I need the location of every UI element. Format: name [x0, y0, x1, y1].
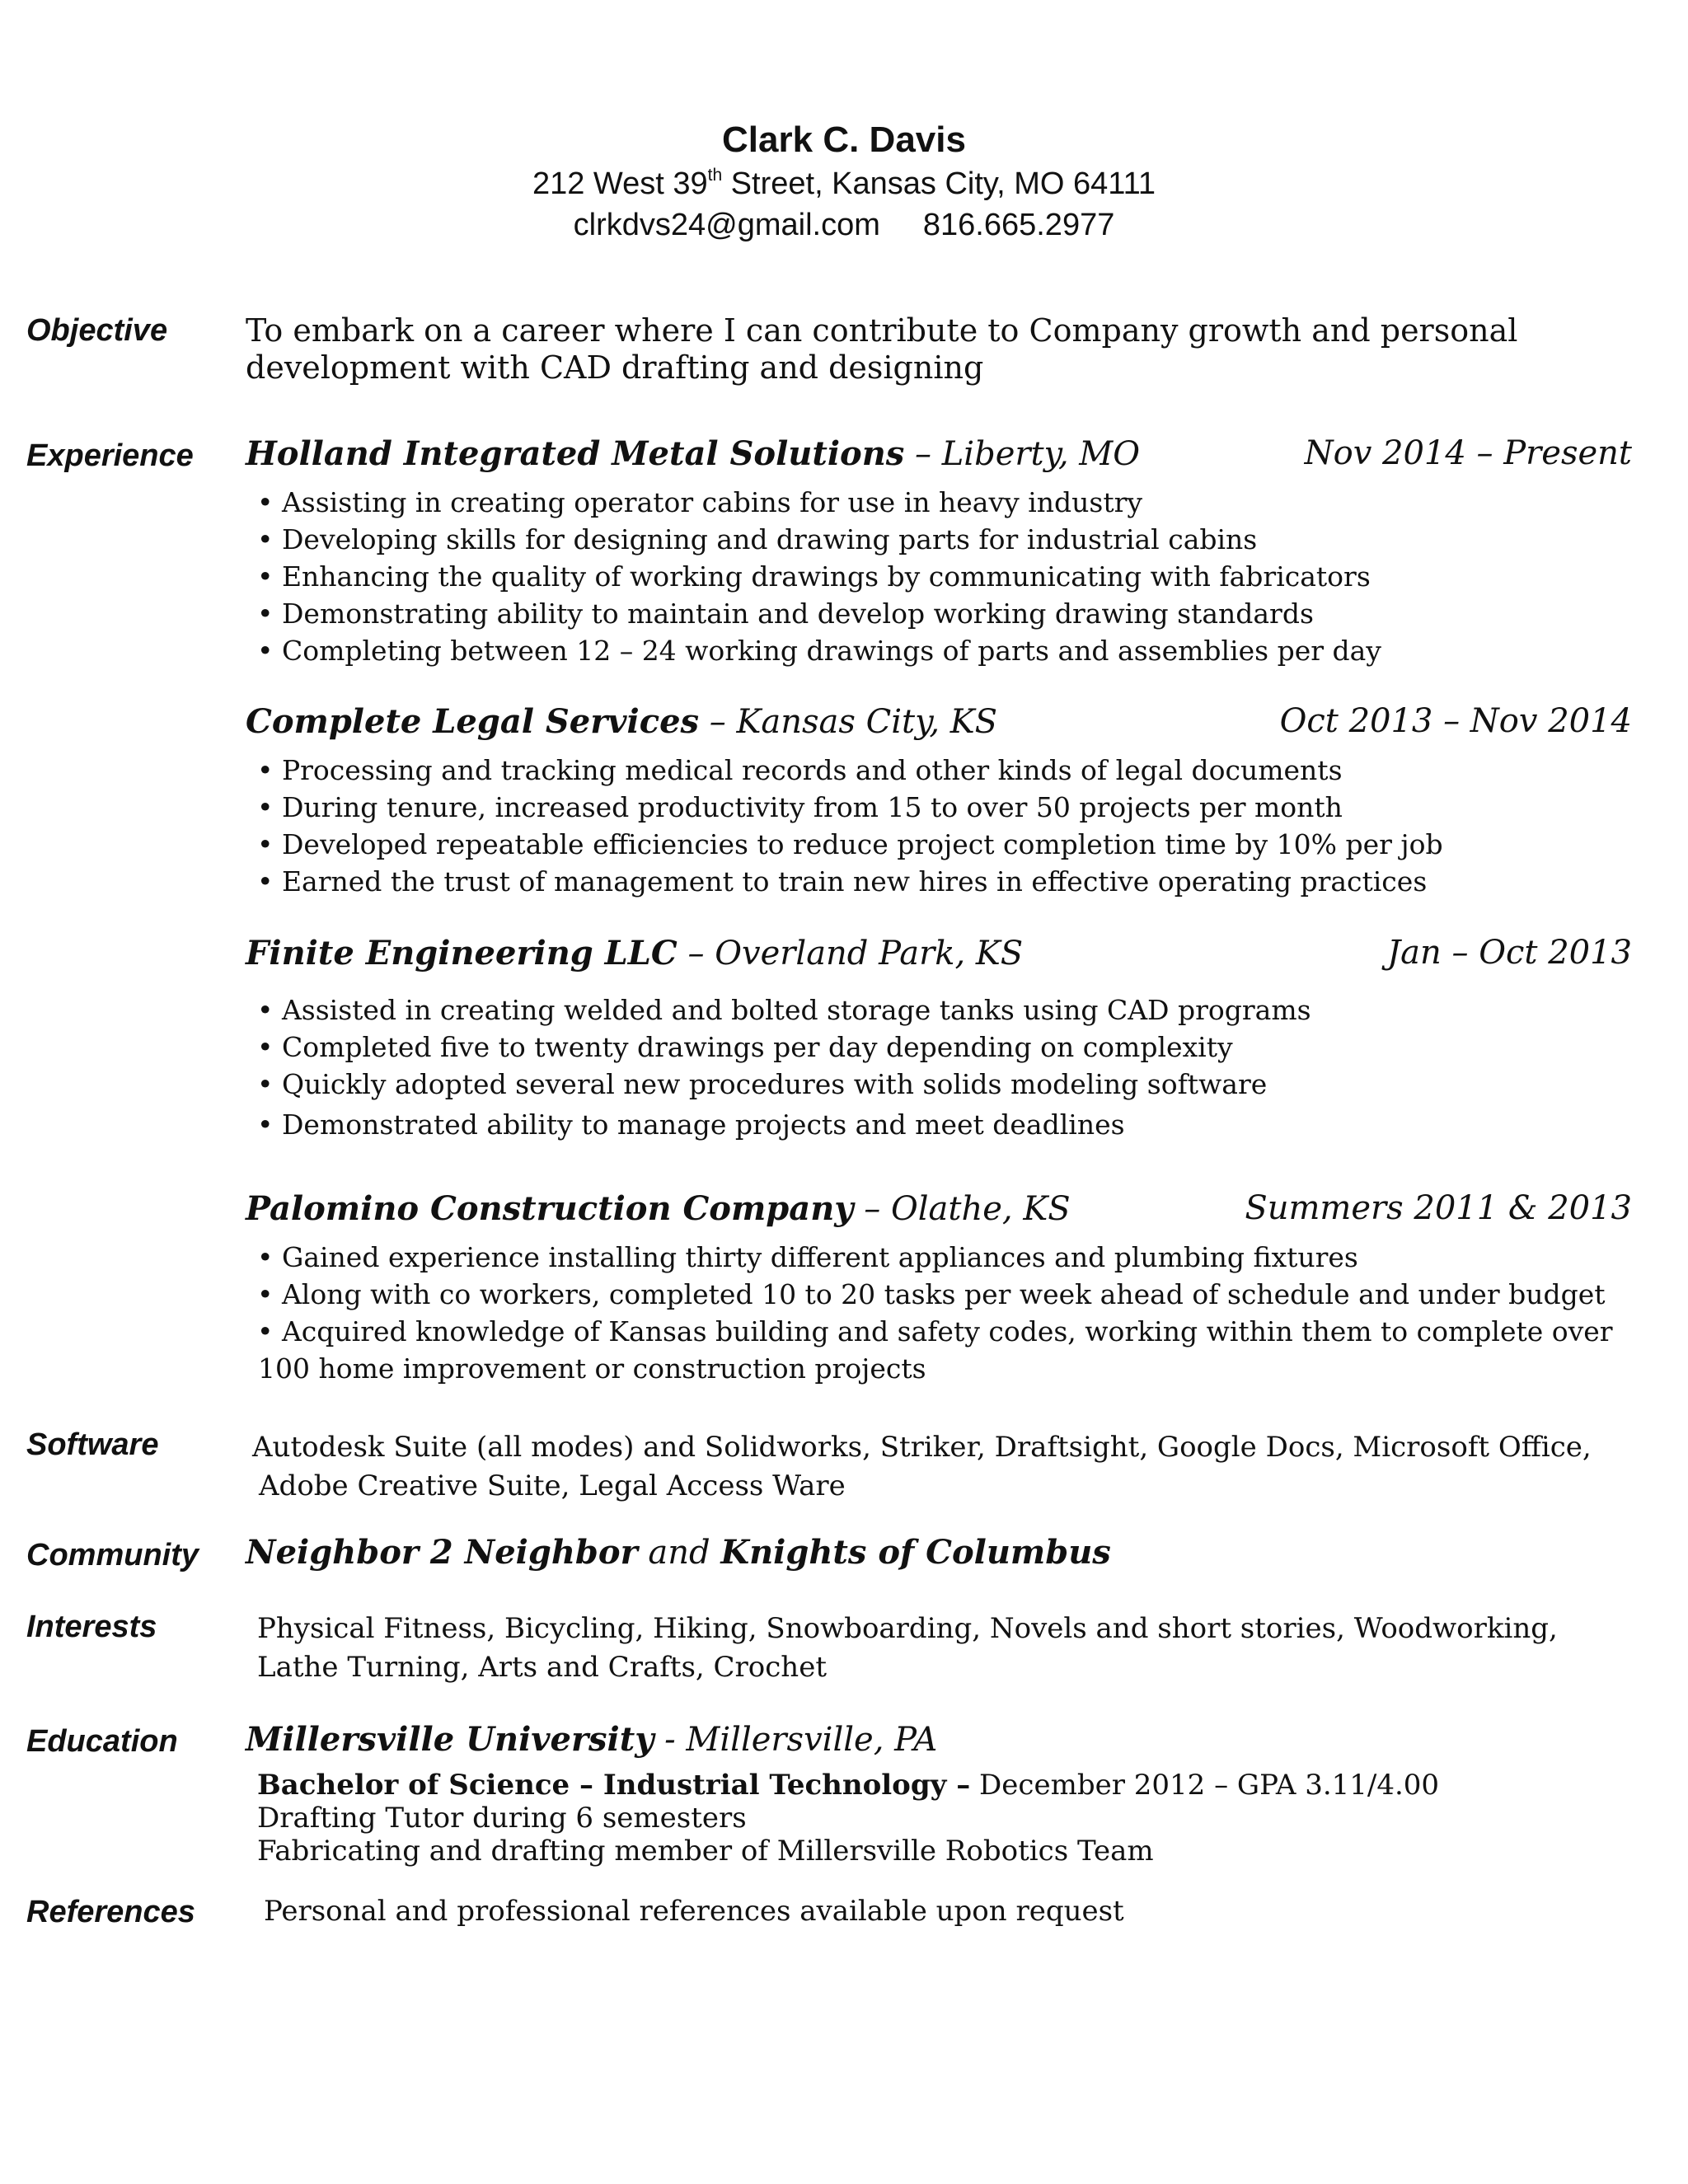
education-degree-line — [257, 1769, 1439, 1802]
experience-label: Experience — [26, 438, 194, 473]
job-bullet: • Earned the trust of management to train new hires in effective operating practices — [257, 865, 1428, 898]
job-company: Finite Engineering LLC — [246, 934, 678, 972]
education-heading — [246, 1720, 1632, 1760]
education-location: - Millersville, PA — [654, 1721, 938, 1759]
job-dates: Summers 2011 & 2013 — [1245, 1189, 1632, 1227]
job-bullet: • Assisted in creating welded and bolted storage tanks using CAD programs — [257, 994, 1311, 1026]
job-bullet: • Demonstrating ability to maintain and develop working drawing standards — [257, 598, 1314, 630]
job-heading — [246, 1189, 1632, 1229]
interests-line-1: Physical Fitness, Bicycling, Hiking, Snowboarding, Novels and short stories, Woodworking, — [257, 1612, 1558, 1645]
interests-label: Interests — [26, 1610, 157, 1644]
job-dates: Nov 2014 – Present — [1304, 434, 1632, 472]
interests-text — [257, 1610, 1558, 1687]
software-label: Software — [26, 1427, 159, 1462]
email-address[interactable]: clrkdvs24@gmail.com — [573, 208, 880, 242]
education-line-3: Fabricating and drafting member of Millersville Robotics Team — [257, 1835, 1154, 1868]
interests-line-2: Lathe Turning, Arts and Crafts, Crochet — [257, 1651, 827, 1684]
job-dates: Oct 2013 – Nov 2014 — [1279, 702, 1632, 740]
education-school: Millersville University — [246, 1720, 654, 1759]
community-conjunction: and — [637, 1534, 721, 1572]
education-degree-detail: December 2012 – GPA 3.11/4.00 — [970, 1769, 1440, 1802]
references-text: Personal and professional references available upon request — [264, 1895, 1124, 1928]
job-bullet: • Quickly adopted several new procedures with solids modeling software — [257, 1068, 1268, 1100]
phone-number[interactable]: 816.665.2977 — [922, 208, 1115, 242]
job-bullet: • Completed five to twenty drawings per day depending on complexity — [257, 1031, 1233, 1063]
references-label: References — [26, 1895, 195, 1929]
education-degree: Bachelor of Science – Industrial Technology – — [257, 1769, 971, 1802]
job-bullet: • Assisting in creating operator cabins for use in heavy industry — [257, 486, 1143, 518]
education-label: Education — [26, 1724, 178, 1759]
job-company: Palomino Construction Company — [246, 1189, 854, 1228]
resume-header — [0, 117, 1688, 246]
address-superscript: th — [707, 166, 723, 185]
objective-label: Objective — [26, 313, 168, 348]
objective-line-2: development with CAD drafting and designing — [246, 349, 984, 386]
address-line — [0, 163, 1688, 204]
job-bullet-list — [257, 1239, 1613, 1387]
community-text — [246, 1534, 1111, 1572]
contact-line — [0, 204, 1688, 246]
job-location: – Olathe, KS — [853, 1190, 1071, 1228]
job-dates: Jan – Oct 2013 — [1387, 934, 1632, 972]
job-bullet-list — [257, 484, 1381, 669]
community-org: Knights of Columbus — [720, 1533, 1111, 1572]
job-heading — [246, 702, 1632, 742]
job-bullet: • Developed repeatable efficiencies to reduce project completion time by 10% per job — [257, 828, 1443, 860]
software-line-1: Autodesk Suite (all modes) and Solidworks, Striker, Draftsight, Google Docs, Microsoft Office, — [252, 1431, 1592, 1464]
education-details — [257, 1769, 1439, 1868]
job-location: – Kansas City, KS — [699, 703, 998, 741]
job-bullet: • Gained experience installing thirty different appliances and plumbing fixtures — [257, 1241, 1358, 1273]
software-text — [252, 1428, 1592, 1506]
job-company: Holland Integrated Metal Solutions — [246, 434, 905, 473]
job-bullet: • Completing between 12 – 24 working drawings of parts and assemblies per day — [257, 635, 1381, 667]
community-label: Community — [26, 1538, 199, 1572]
job-bullet: • Demonstrated ability to manage projects and meet deadlines — [257, 1108, 1125, 1141]
job-location: – Liberty, MO — [904, 435, 1141, 473]
software-line-2: Adobe Creative Suite, Legal Access Ware — [259, 1469, 846, 1502]
job-bullet: • Processing and tracking medical records and other kinds of legal documents — [257, 754, 1343, 786]
objective-text — [246, 312, 1517, 387]
community-org: Neighbor 2 Neighbor — [246, 1533, 638, 1572]
job-bullet: • Enhancing the quality of working drawings by communicating with fabricators — [257, 560, 1371, 593]
job-bullet: • During tenure, increased productivity from 15 to over 50 projects per month — [257, 791, 1343, 823]
objective-line-1: To embark on a career where I can contribute to Company growth and personal — [246, 312, 1518, 349]
job-company: Complete Legal Services — [246, 702, 700, 741]
job-location: – Overland Park, KS — [677, 935, 1024, 972]
job-heading — [246, 934, 1632, 973]
job-bullet-list — [257, 991, 1311, 1143]
job-bullet: • Acquired knowledge of Kansas building and safety codes, working within them to complete over — [257, 1315, 1613, 1347]
education-line-2: Drafting Tutor during 6 semesters — [257, 1802, 747, 1835]
candidate-name: Clark C. Davis — [722, 120, 966, 160]
address-street-post: Street, Kansas City, MO 64111 — [722, 166, 1156, 201]
address-street-pre: 212 West 39 — [532, 166, 708, 201]
job-bullet: • Along with co workers, completed 10 to 20 tasks per week ahead of schedule and under budget — [257, 1278, 1606, 1310]
job-bullet-list — [257, 752, 1443, 900]
job-bullet: 100 home improvement or construction projects — [258, 1352, 926, 1385]
job-heading — [246, 434, 1632, 474]
job-bullet: • Developing skills for designing and drawing parts for industrial cabins — [257, 523, 1258, 555]
